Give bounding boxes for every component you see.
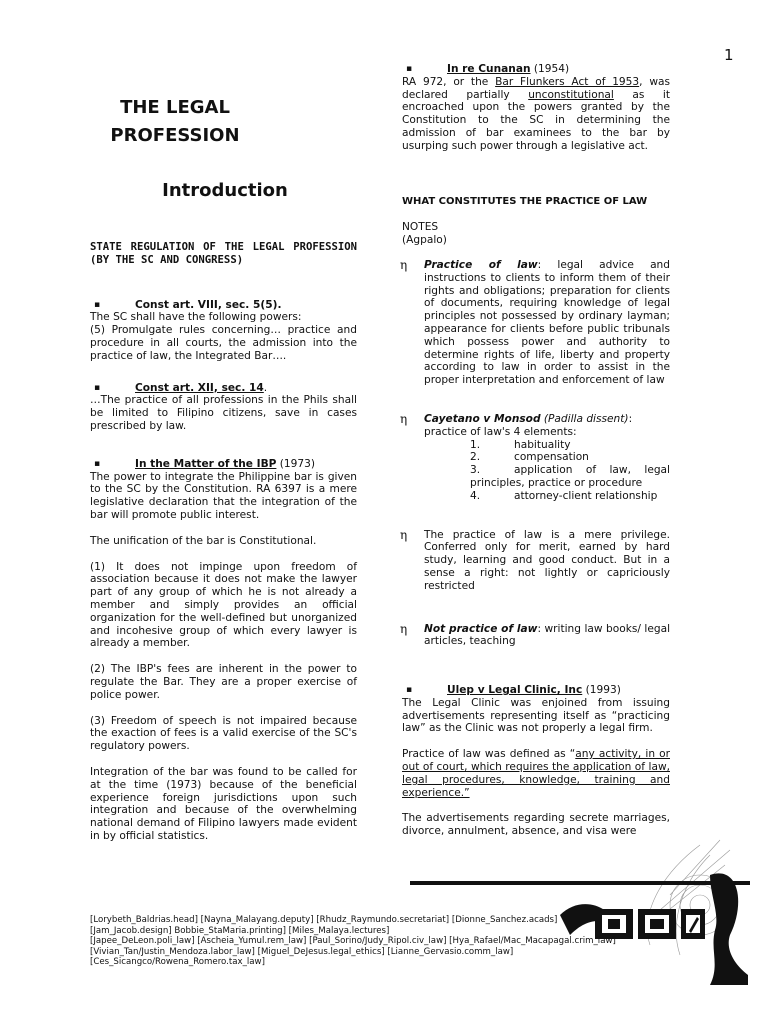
paragraph: The power to integrate the Philippine bar is given to the SC by the Constitution. RA 6397 is a mere legislative declaration that the integration of the bar will promote public interest.: [90, 470, 357, 521]
bullet-icon: ▪: [94, 458, 101, 469]
paragraph: The Legal Clinic was enjoined from issuing advertisements representing itself as “practicing law” as the Clinic was not properly a legal firm.: [402, 696, 670, 735]
section-heading: [402, 63, 670, 76]
eta-bullet-icon: η: [400, 621, 408, 636]
paragraph: (3) Freedom of speech is not impaired because the exaction of fees is a valid exercise of the SC's regulatory powers.: [90, 714, 357, 753]
cunanan-case-heading: In re Cunanan: [447, 63, 531, 75]
elements-list: [424, 439, 670, 503]
state-regulation-heading: STATE REGULATION OF THE LEGAL PROFESSION (BY THE SC AND CONGRESS): [90, 241, 357, 266]
section-heading: [90, 382, 357, 395]
footer-line: [Ces_Sicangco/Rowena_Romero.tax_law]: [90, 957, 265, 967]
note-item: [402, 529, 670, 593]
section-heading: [402, 684, 670, 697]
paragraph: …The practice of all professions in the Phils shall be limited to Filipino citizens, save in cases prescribed by law.: [90, 394, 357, 432]
page-number: 1: [724, 46, 734, 64]
page-title: [90, 94, 260, 150]
right-column: [402, 63, 670, 838]
bullet-icon: ▪: [406, 685, 413, 696]
case-year: (1954): [530, 63, 570, 75]
note-item: [402, 623, 670, 649]
notes-label: NOTES: [402, 221, 439, 234]
bullet-icon: ▪: [94, 299, 101, 310]
ibp-case-heading: In the Matter of the IBP: [135, 457, 277, 470]
case-year: (1993): [582, 684, 621, 697]
subtitle: Introduction: [162, 180, 288, 201]
paragraph: (2) The IBP's fees are inherent in the power to regulate the Bar. They are a proper exercise of police power.: [90, 663, 357, 701]
section-heading: [90, 299, 357, 312]
term: Not practice of law: [424, 622, 538, 635]
footer-line: [Japee_DeLeon.poli_law] [Ascheia_Yumul.rem_law] [Paul_Sorino/Judy_Ripol.civ_law] [Hya_Rafael/Mac_Macapagal.crim_law]: [90, 936, 616, 946]
paragraph: (1) It does not impinge upon freedom of association because it does not make the lawyer part of any group of which he is not already a member and simply provides an official organization for the well-defined but unorganized and incohesive group of which every lawyer is already a member.: [90, 560, 357, 650]
term: Cayetano v Monsod: [424, 412, 541, 425]
footer-line: [Vivian_Tan/Justin_Mendoza.labor_law] [Miguel_DeJesus.legal_ethics] [Lianne_Gervasio.comm_law]: [90, 946, 514, 957]
list-item: 2. compensation: [470, 451, 589, 464]
paragraph: RA 972, or the Bar Flunkers Act of 1953, was declared partially unconstitutional as it encroached upon the powers granted by the Constitution to the SC in determining the admission of bar examinees to the bar by usurping such power through a legislative act.: [402, 75, 670, 152]
list-item: 4. attorney-client relationship: [470, 489, 658, 502]
punctuation: :: [628, 412, 633, 425]
ulep-case-heading: Ulep v Legal Clinic, Inc: [447, 684, 583, 697]
paragraph: Practice of law was defined as “any activity, in or out of court, which requires the application of law, legal procedures, knowledge, training and experience.”: [402, 748, 670, 799]
title-line-2: PROFESSION: [110, 125, 240, 146]
eta-bullet-icon: η: [400, 527, 408, 542]
list-item: 1. habituality: [470, 438, 571, 451]
paragraph: practice of law's 4 elements:: [424, 425, 577, 438]
bullet-icon: ▪: [94, 382, 101, 393]
list-item: 3. application of law, legal principles, practice or procedure: [470, 464, 670, 489]
paragraph: The unification of the bar is Constitutional.: [90, 534, 317, 547]
eta-bullet-icon: η: [400, 411, 408, 426]
note-item: [402, 413, 670, 503]
const-xii-heading: Const art. XII, sec. 14: [135, 381, 264, 394]
footer-line: [Lorybeth_Baldrias.head] [Nayna_Malayang.deputy] [Rhudz_Raymundo.secretariat] [Dionne_Sanchez.acads]: [90, 915, 558, 925]
paragraph: (5) Promulgate rules concerning… practice and procedure in all courts, the admission into the practice of law, the Integrated Bar….: [90, 324, 357, 362]
footer-line: [Jam_Jacob.design] Bobbie_StaMaria.printing] [Miles_Malaya.lectures]: [90, 925, 390, 936]
footer-credits: [90, 915, 690, 968]
left-column: [90, 241, 357, 843]
parenthetical: (Padilla dissent): [540, 412, 629, 425]
case-year: (1973): [276, 457, 315, 470]
term: Practice of law: [424, 258, 538, 271]
paragraph: The advertisements regarding secrete marriages, divorce, annulment, absence, and visa were: [402, 812, 670, 838]
practice-of-law-heading: WHAT CONSTITUTES THE PRACTICE OF LAW: [402, 195, 648, 207]
notes-source: (Agpalo): [402, 234, 447, 247]
section-heading: [90, 458, 357, 471]
note-item: [402, 259, 670, 387]
bullet-icon: ▪: [406, 64, 413, 74]
paragraph: Integration of the bar was found to be called for at the time (1973) because of the beneficial experience foreign jurisdictions upon such integration and because of the overwhelming national demand of Filipino lawyers made evident in by official statistics.: [90, 765, 357, 842]
paragraph: The practice of law is a mere privilege. Conferred only for merit, earned by hard study, learning and good conduct. But in a sense a right: not lightly or capriciously restricted: [424, 528, 670, 592]
definition: : writing law books/ legal articles, teaching: [424, 622, 671, 648]
eta-bullet-icon: η: [400, 257, 408, 272]
punctuation: .: [263, 381, 268, 394]
const-viii-heading: Const art. VIII, sec. 5(5).: [135, 298, 282, 311]
title-line-1: THE LEGAL: [120, 97, 230, 118]
paragraph: The SC shall have the following powers:: [90, 311, 302, 324]
definition: : legal advice and instructions to clients to inform them of their rights and obligations; preparation for clients of documents, requiring knowledge of legal principles not possessed by ordinary layman; appearance for clients before public tribunals which possess power and authority to determine rights of life, liberty and property according to law in order to assist in the proper interpretation and enforcement of law: [424, 258, 670, 387]
